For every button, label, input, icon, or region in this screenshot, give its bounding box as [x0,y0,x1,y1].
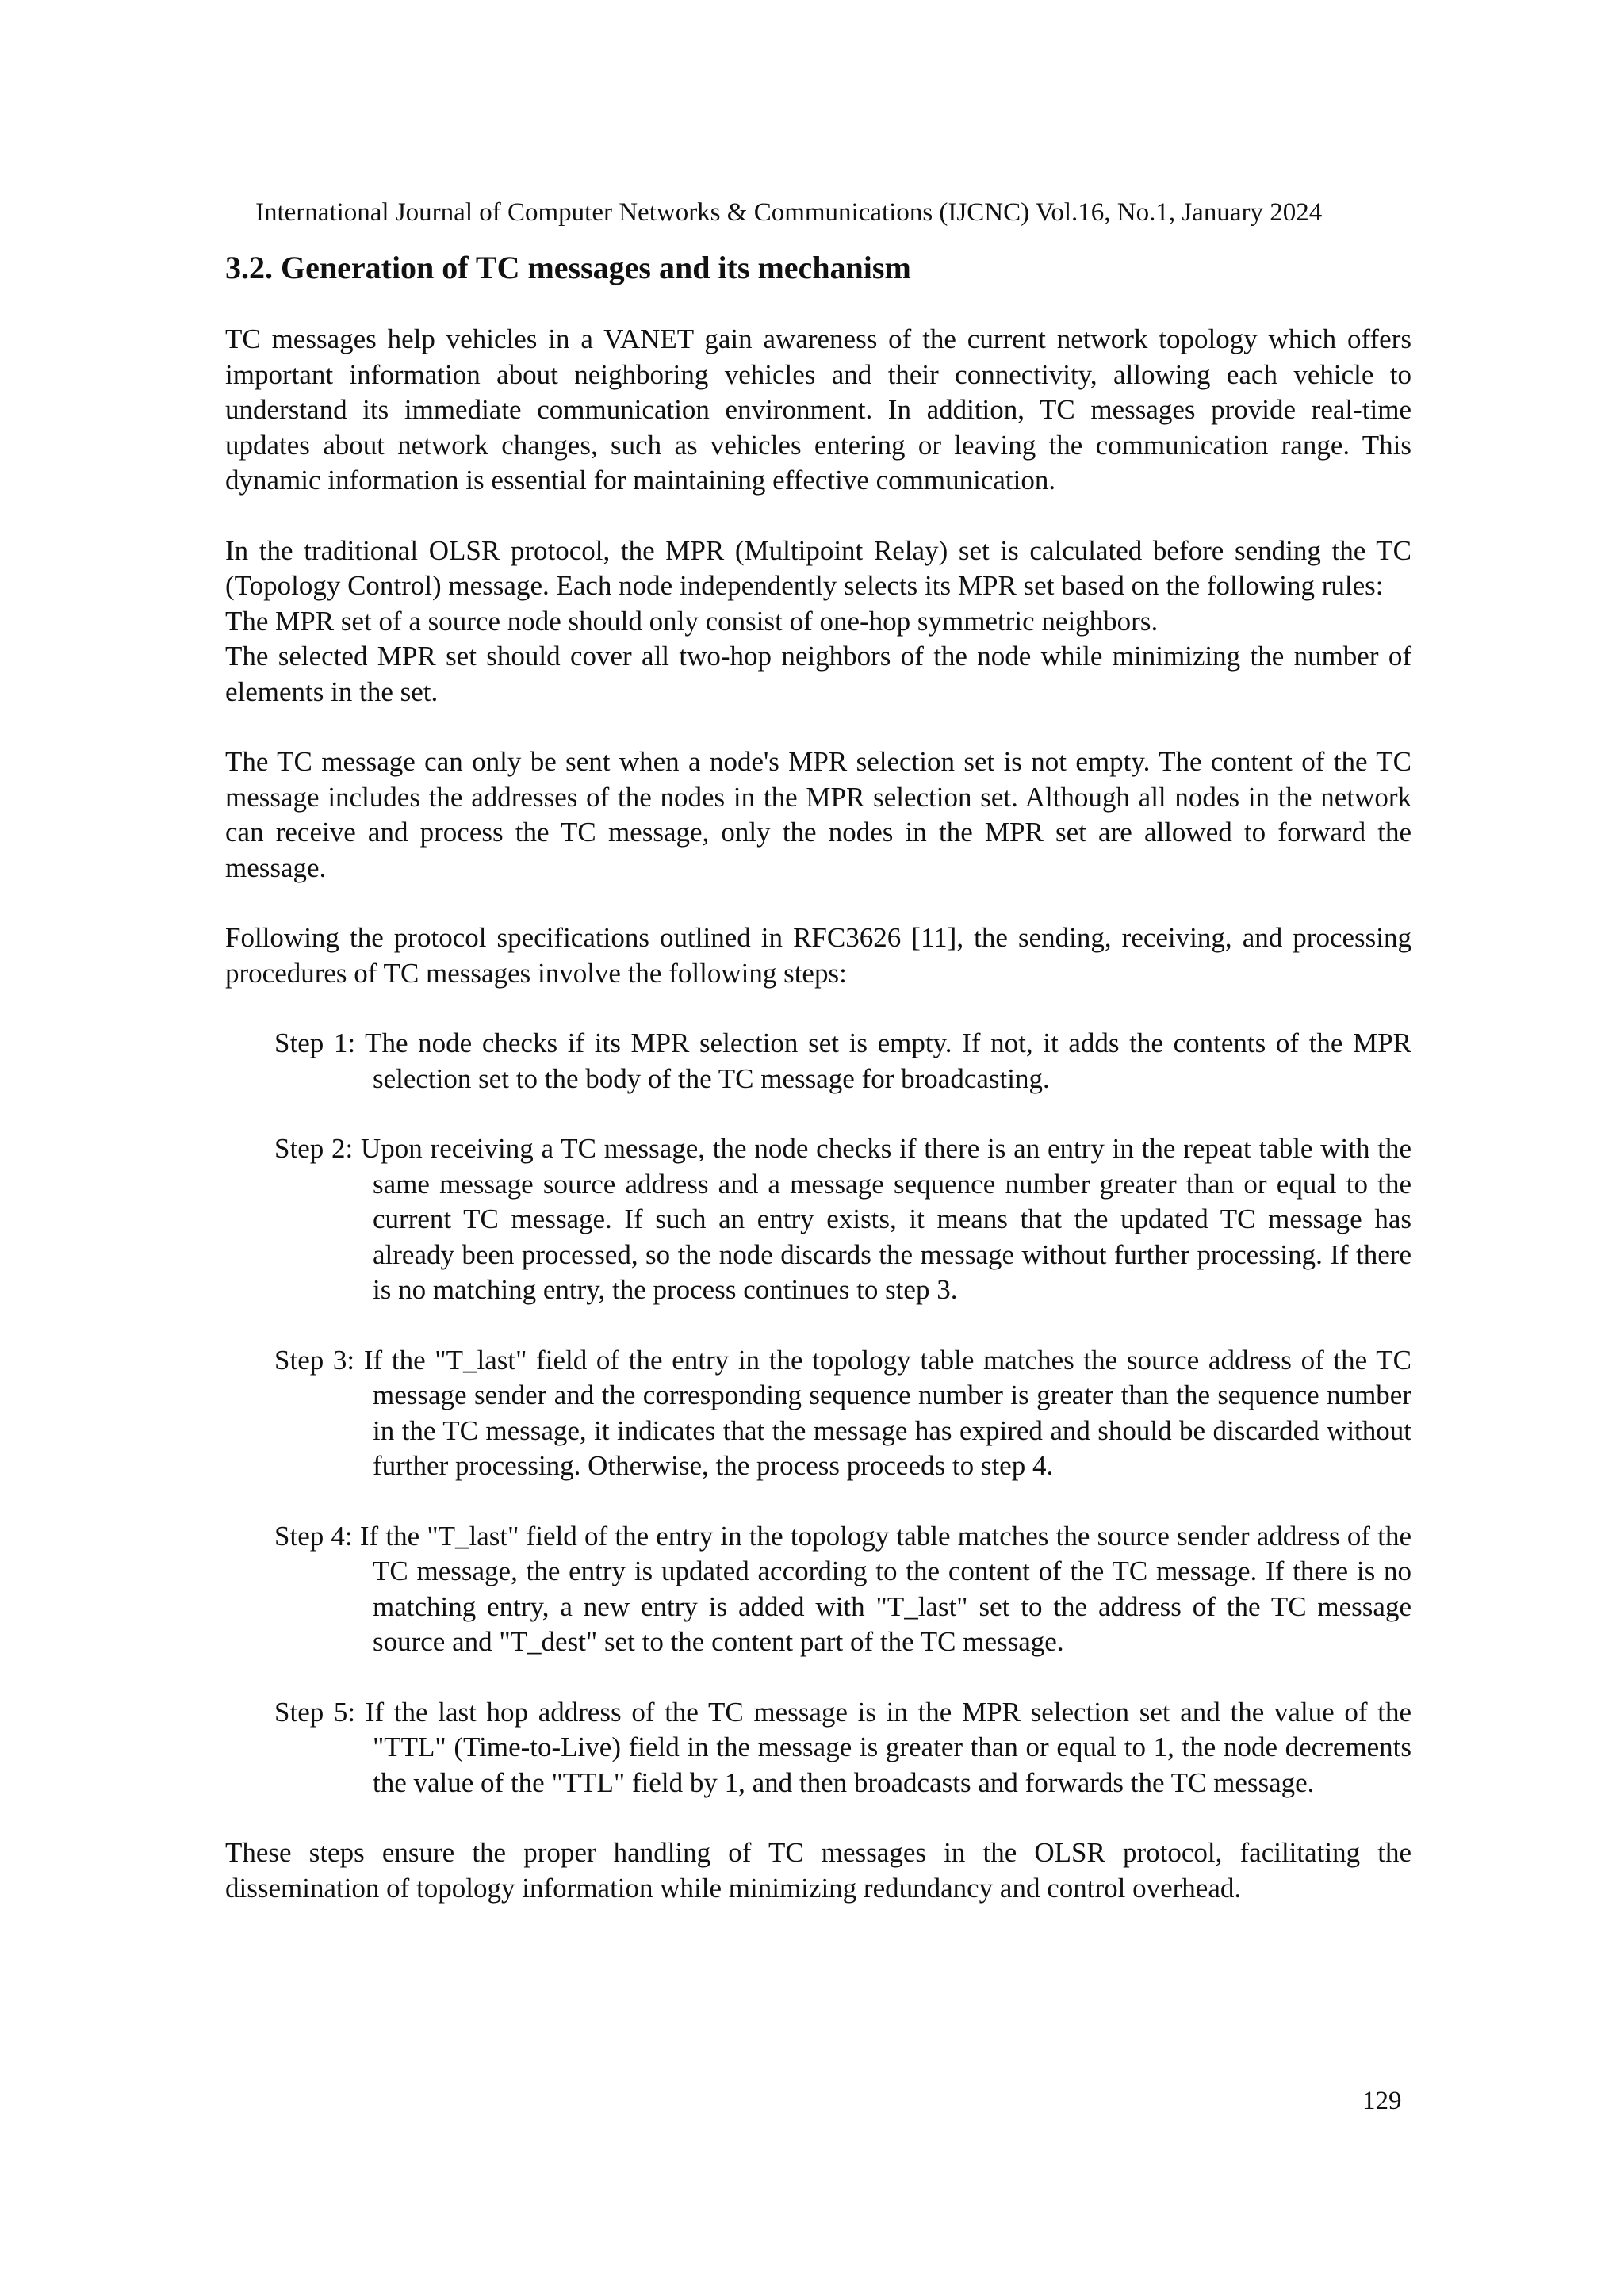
step-item-1: Step 1: The node checks if its MPR selection set is empty. If not, it adds the contents of the MPR selection set to the body of the TC message for broadcasting. [274,1027,1411,1094]
mpr-rules-intro: In the traditional OLSR protocol, the MPR (Multipoint Relay) set is calculated before sending the TC (Topology Control) message. Each node independently selects its MPR set based on the following rules: [225,534,1411,601]
step-list [274,1026,1411,1800]
paragraph-conclusion: These steps ensure the proper handling of TC messages in the OLSR protocol, facilitating the dissemination of topology information while minimizing redundancy and control overhead. [225,1837,1411,1904]
journal-running-header: International Journal of Computer Networks & Communications (IJCNC) Vol.16, No.1, January 2024 [255,198,1323,227]
page-content [225,246,1411,1941]
mpr-rule-one-hop: The MPR set of a source node should only consist of one-hop symmetric neighbors. [225,605,1159,637]
mpr-rule-two-hop: The selected MPR set should cover all two-hop neighbors of the node while minimizing the number of elements in the set. [225,641,1411,707]
step-item-4: Step 4: If the "T_last" field of the entry in the topology table matches the source sender address of the TC message, the entry is updated according to the content of the TC message. If there is no matching entry, a new entry is added with "T_last" set to the address of the TC message source and "T_dest" set to the content part of the TC message. [274,1520,1411,1657]
paragraph-tc-awareness: TC messages help vehicles in a VANET gain awareness of the current network topology which offers important information about neighboring vehicles and their connectivity, allowing each vehicle to understand its immediate communication environment. In addition, TC messages provide real-time updates about network changes, such as vehicles entering or leaving the communication range. This dynamic information is essential for maintaining effective communication. [225,323,1411,496]
page-number: 129 [1362,2087,1402,2115]
section-heading: 3.2. Generation of TC messages and its mechanism [225,250,911,285]
step-item-3: Step 3: If the "T_last" field of the entry in the topology table matches the source address of the TC message sender and the corresponding sequence number is greater than the sequence number in the TC message, it indicates that the message has expired and should be discarded without further processing. Otherwise, the process proceeds to step 4. [274,1344,1411,1481]
step-item-2: Step 2: Upon receiving a TC message, the node checks if there is an entry in the repeat table with the same message source address and a message sequence number greater than or equal to the current TC message. If such an entry exists, it means that the updated TC message has already been processed, so the node discards the message without further processing. If there is no matching entry, the process continues to step 3. [274,1133,1411,1305]
step-item-5: Step 5: If the last hop address of the TC message is in the MPR selection set and the value of the "TTL" (Time-to-Live) field in the message is greater than or equal to 1, the node decrements the value of the "TTL" field by 1, and then broadcasts and forwards the TC message. [274,1696,1411,1798]
paragraph-mpr-rules [225,534,1411,710]
paragraph-tc-sending: The TC message can only be sent when a node's MPR selection set is not empty. The content of the TC message includes the addresses of the nodes in the MPR selection set. Although all nodes in the network can receive and process the TC message, only the nodes in the MPR set are allowed to forward the message. [225,746,1411,883]
paragraph-rfc-procedure: Following the protocol specifications outlined in RFC3626 [11], the sending, receiving, and processing procedures of TC messages involve the following steps: [225,922,1411,989]
